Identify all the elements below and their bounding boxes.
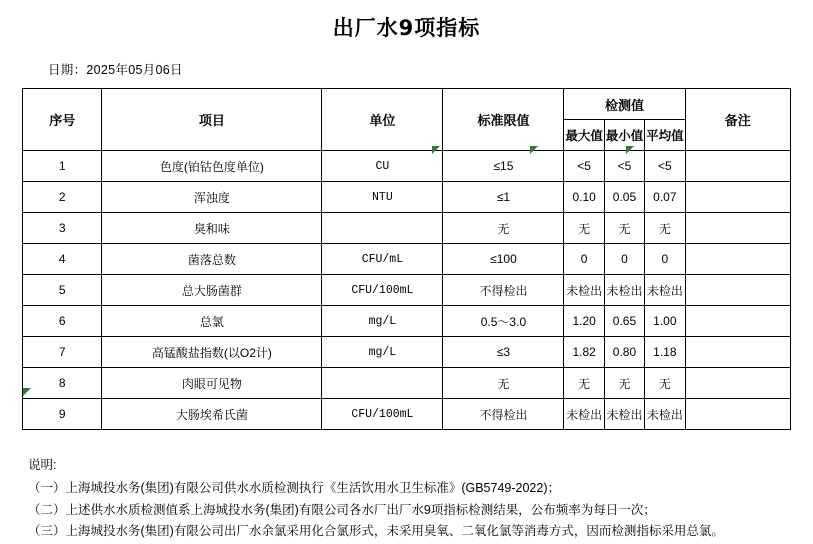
cell-unit: mg/L [322,337,443,368]
cell-max: 1.20 [564,306,604,337]
cell-max: 无 [564,213,604,244]
header-max: 最大值 [564,120,604,151]
cell-max: 无 [564,368,604,399]
note-line: （一）上海城投水务(集团)有限公司供水水质检测执行《生活饮用水卫生标准》(GB5749-2022)； [28,481,560,496]
green-corner-marker-icon [626,146,634,154]
cell-remark [685,275,791,306]
cell-remark [685,151,791,182]
cell-remark [685,182,791,213]
cell-min: 无 [604,368,644,399]
cell-no: 1 [23,151,102,182]
cell-min: <5 [604,151,644,182]
cell-item: 浑浊度 [102,182,322,213]
green-corner-marker-icon [530,146,538,154]
cell-min: 无 [604,213,644,244]
green-corner-marker-icon [23,388,31,396]
header-avg: 平均值 [645,120,685,151]
cell-max: <5 [564,151,604,182]
cell-unit: CU [322,151,443,182]
cell-limit: ≤100 [443,244,564,275]
cell-item: 肉眼可见物 [102,368,322,399]
cell-item: 总氯 [102,306,322,337]
cell-min: 0.05 [604,182,644,213]
cell-limit: 无 [443,368,564,399]
cell-no: 3 [23,213,102,244]
table-row [23,151,791,182]
report-date: 日期：2025年05月06日 [48,63,183,77]
cell-item: 臭和味 [102,213,322,244]
cell-remark [685,244,791,275]
cell-no: 2 [23,182,102,213]
header-min: 最小值 [604,120,644,151]
cell-max: 未检出 [564,399,604,430]
cell-unit [322,213,443,244]
cell-item: 色度(铂钴色度单位) [102,151,322,182]
notes-section [28,456,813,544]
cell-avg: <5 [645,151,685,182]
table-body [23,151,791,430]
cell-no: 6 [23,306,102,337]
header-no: 序号 [23,89,102,151]
cell-avg: 未检出 [645,399,685,430]
cell-min: 0 [604,244,644,275]
cell-avg: 无 [645,368,685,399]
header-remark: 备注 [685,89,791,151]
cell-limit: ≤3 [443,337,564,368]
header-limit: 标准限值 [443,89,564,151]
cell-avg: 0 [645,244,685,275]
cell-max: 1.82 [564,337,604,368]
cell-avg: 0.07 [645,182,685,213]
cell-min: 0.80 [604,337,644,368]
table-row [23,368,791,399]
cell-unit: CFU/100mL [322,399,443,430]
cell-remark [685,306,791,337]
cell-item: 高锰酸盐指数(以O2计) [102,337,322,368]
cell-avg: 未检出 [645,275,685,306]
cell-item: 菌落总数 [102,244,322,275]
table-header-row-1 [23,89,791,120]
cell-no: 4 [23,244,102,275]
cell-limit: 不得检出 [443,399,564,430]
cell-max: 0.10 [564,182,604,213]
cell-limit: 无 [443,213,564,244]
note-line: （三）上海城投水务(集团)有限公司出厂水余氯采用化合氯形式，未采用臭氧、二氧化氯等消毒方式，因而检测指标采用总氯。 [28,524,724,539]
table-row [23,275,791,306]
cell-max: 0 [564,244,604,275]
cell-unit: CFU/mL [322,244,443,275]
cell-item: 大肠埃希氏菌 [102,399,322,430]
header-item: 项目 [102,89,322,151]
cell-no: 8 [23,368,102,399]
cell-min: 0.65 [604,306,644,337]
header-unit: 单位 [322,89,443,151]
cell-remark [685,368,791,399]
cell-limit: 不得检出 [443,275,564,306]
header-measured-group: 检测值 [564,89,685,120]
green-corner-marker-icon [432,146,440,154]
table-row [23,399,791,430]
cell-limit: 0.5～3.0 [443,306,564,337]
cell-no: 5 [23,275,102,306]
cell-item: 总大肠菌群 [102,275,322,306]
cell-avg: 1.00 [645,306,685,337]
cell-no: 7 [23,337,102,368]
cell-remark [685,337,791,368]
table-header [23,89,791,151]
table-row [23,182,791,213]
table-row [23,306,791,337]
cell-remark [685,399,791,430]
cell-limit: ≤15 [443,151,564,182]
table-row [23,213,791,244]
cell-limit: ≤1 [443,182,564,213]
cell-unit: CFU/100mL [322,275,443,306]
cell-avg: 1.18 [645,337,685,368]
notes-heading: 说明: [28,458,57,472]
cell-min: 未检出 [604,399,644,430]
table-row [23,244,791,275]
cell-no: 9 [23,399,102,430]
page-title: 出厂水9项指标 [332,16,481,40]
cell-avg: 无 [645,213,685,244]
table-row [23,337,791,368]
cell-unit: mg/L [322,306,443,337]
note-line: （二）上述供水水质检测值系上海城投水务(集团)有限公司各水厂出厂水9项指标检测结果，公布频率为每日一次； [28,502,656,517]
cell-remark [685,213,791,244]
cell-unit [322,368,443,399]
cell-min: 未检出 [604,275,644,306]
report-table-wrap [22,88,791,430]
water-quality-table [22,88,791,430]
cell-unit: NTU [322,182,443,213]
cell-max: 未检出 [564,275,604,306]
